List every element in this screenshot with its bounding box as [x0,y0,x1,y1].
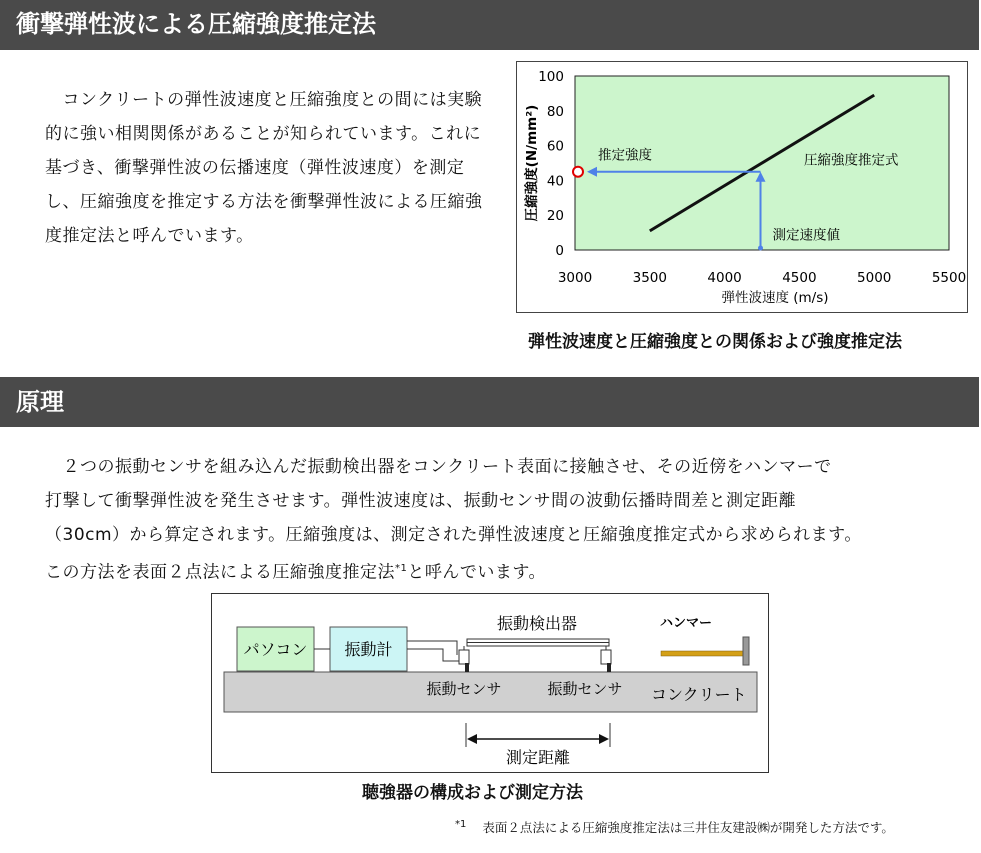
paragraph-line [45,552,955,590]
paragraph-line: ２つの振動センサを組み込んだ振動検出器をコンクリート表面に接触させ、その近傍をハンマーで [45,457,832,477]
footnote-mark: *1 [455,818,467,830]
y-tick-label: 40 [546,173,564,190]
measured-velocity-label: 測定速度値 [772,227,841,244]
sensor-left-tip [465,663,469,672]
velocity-marker [758,246,763,251]
section-title: 衝撃弾性波による圧縮強度推定法 [16,10,376,38]
concrete-label: コンクリート [651,685,747,704]
y-tick-label: 0 [555,243,564,259]
footnote-text: 表面２点法による圧縮強度推定法は三井住友建設㈱が開発した方法です。 [482,820,894,835]
y-tick-label: 80 [546,103,564,120]
hammer-handle [661,651,743,656]
y-tick-label: 100 [538,69,564,85]
x-tick-label: 4500 [782,270,817,286]
equation-label: 圧縮強度推定式 [804,152,899,169]
sensor-right-body [601,650,611,664]
sensor-right-label: 振動センサ [547,680,623,698]
line-text: この方法を表面２点法による圧縮強度推定法 [45,562,395,583]
distance-label: 測定距離 [505,748,571,767]
section-title: 原理 [16,388,64,416]
paragraph-line: 打撃して衝撃弾性波を発生させます。弾性波速度は、振動センサ間の波動伝播時間差と測定距離 [45,491,797,511]
strength-marker [573,167,583,177]
x-tick-label: 3500 [632,270,667,286]
y-tick-label: 60 [546,138,564,155]
x-axis-label: 弾性波速度 (m/s) [721,290,829,306]
x-tick-label: 5000 [857,270,892,286]
sensor-right-tip [607,663,611,672]
footnote [455,818,894,836]
sensor-left-body [459,650,469,664]
diagram-caption: 聴強器の構成および測定方法 [362,783,583,803]
line-text: と呼んでいます。 [407,562,547,583]
intro-paragraph: コンクリートの弾性波速度と圧縮強度との間には実験的に強い相関関係があることが知られています。これに基づき、衝撃弾性波の伝播速度（弾性波速度）を測定し、圧縮強度を推定する方法を衝撃弾性波による圧縮強度推定法と呼んでいます。 [45,90,483,246]
pc-label: パソコン [243,640,308,659]
x-tick-label: 3000 [557,270,593,286]
footnote-ref: *1 [395,563,408,574]
sensor-left-label: 振動センサ [426,680,502,698]
y-axis-label: 圧縮強度(N/mm²) [524,104,540,222]
apparatus-diagram [211,593,769,773]
detector-label: 振動検出器 [496,614,578,633]
hammer-head [743,637,749,665]
chart-caption: 弾性波速度と圧縮強度との関係および強度推定法 [528,332,902,352]
section-header-method [0,0,979,50]
y-tick-label: 20 [546,208,564,225]
paragraph-line: （30cm）から算定されます。圧縮強度は、測定された弾性波速度と圧縮強度推定式から求められます。 [45,525,862,545]
vibrometer-label: 振動計 [344,640,393,659]
x-tick-label: 5500 [931,270,967,286]
strength-velocity-chart [516,61,968,313]
section-header-principle [0,377,979,427]
x-tick-label: 4000 [707,270,742,286]
estimated-strength-label: 推定強度 [598,147,652,164]
principle-paragraph [45,450,955,590]
hammer-label: ハンマー [660,616,713,631]
